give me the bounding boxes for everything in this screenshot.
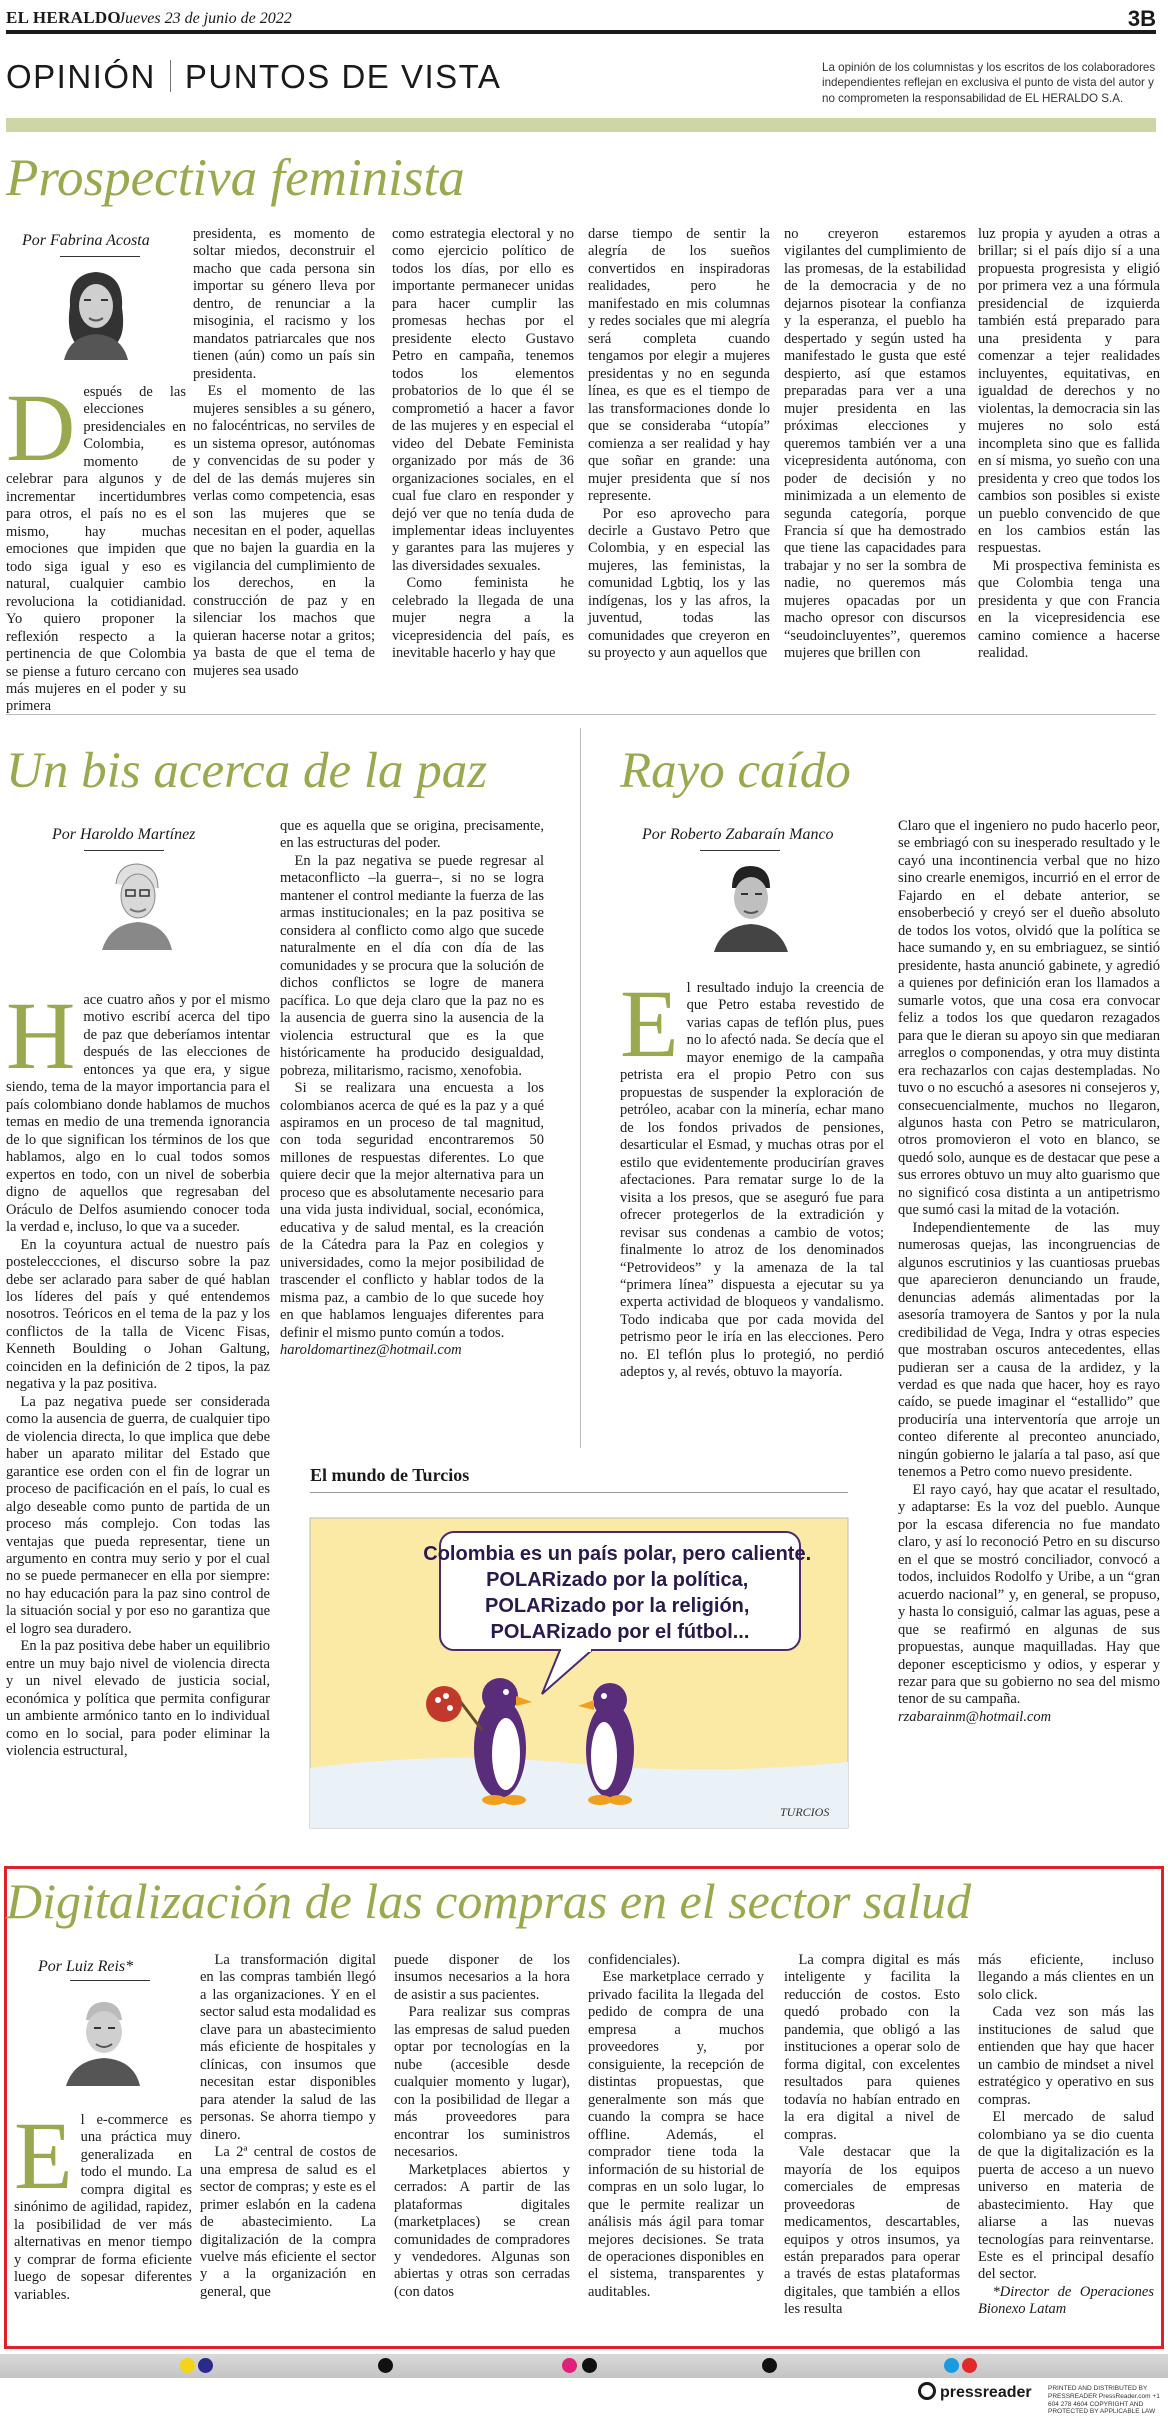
column-rayo-2: Claro que el ingeniero no pudo hacerlo peor, se embriagó con su inesperado resultado y le cayó una incontinencia verbal que no hizo sino crearle enemigos, incurrió en el error de Fajardo en el debate anterior, se ensoberbeció y creyó ser el dueño absoluto de todos los votos, olvidó que la política se hace sumando y, en su embriaguez, se sintió presidente, hasta anunció gabinete, y agredió a quienes por definición eran los llamados a sumarle votos, que una cosa era convocar feliz a todos los que quedaron rezagados para que le dieran su apoyo sin que mediaran arreglos o componendas, y otra muy distinta era rechazarlos con cajas destempladas. No tuvo o no escuchó a asesores ni consejeros y, consecuencialmente, muchos no llegaron, algunos hasta con Petro se matricularon, otros promovieron el voto en blanco, se quedó solo, aunque es de destacar que pese a sus errores obtuvo un muy alto guarismo que no significó cosa distinta a un antipetrismo que sumó casi la mitad de la votación. Independientemente de las muy numerosas quejas, las incongruencias de algunos escrutinios y las cuantiosas pruebas que aparecieron denunciando un fraude, denuncias además alimentadas por la asesoría tramoyera de Santos y por la nula credibilidad de Vega, Indra y otras especies que mostraban oscuros antecedentes, ellas pudieran ser a causa de la ardidez, y la verdad es que nada que hacer, hoy es rayo caído, se puede imaginar el “estallido” que produciría una interventoría que arroje un conteo diferente al preconteo anunciado, ningún gobierno le jalaría a tal paso, así que tenemos a Petro como nuevo presidente. El rayo cayó, hay que acatar el resultado, y adaptarse: Es la voz del pueblo. Aunque por la escasa diferencia no fue mandato claro, y así lo reconoció Petro en su discurso en el que se mostró conciliador, convocó a todos, incluidos Rodolfo y Uribe, a un “gran acuerdo nacional” y, en general, se propuso, y hasta lo consiguió, calmar las aguas, pese a que se reafirmó en algunas de sus propuestas, aunque maquilladas. Hay que deponer escepticismo y odios, y esperar y rezar para que su gobierno no sea del mismo tenor de su campaña. rzabarainm@hotmail.com: [898, 818, 1160, 1725]
column-feminista-2: presidenta, es momento de soltar miedos, deconstruir el macho que cada persona sin importar su género lleva por dentro, de renunciar a la misoginia, el racismo y los mandatos patriarcales que nos tienen (aún) como un país sin presidenta. Es el momento de las mujeres sensibles a su género, no falocéntricas, no serviles de un sistema opresor, autónomas y convencidas de su poder y del de las demás mujeres sin verlas como competencia, esas son las mujeres que se necesitan en el poder, aquellas que no bajen la guardia en la vigilancia del cumplimiento de los derechos, en la construcción de paz y en silenciar los machos que quieran hacerse notar a gritos; ya basta de que el tema de mujeres sea usado: [193, 226, 375, 679]
drop-cap: E: [14, 2102, 73, 2209]
column-salud-3: puede disponer de los insumos necesarios a la hora de asistir a sus pacientes. Para realizar sus compras las empresas de salud pueden optar por tecnologías en la nube (accesible desde cualquier momento y lugar), con la posibilidad de llegar a más proveedores para encontrar los suministros necesarios. Marketplaces abiertos y cerrados: A partir de las plataformas digitales (marketplaces) se crean comunidades de compradores y vendedores. Algunas son abiertas y otras son cerradas (con datos: [394, 1952, 570, 2300]
cartoon-rule: [310, 1492, 848, 1493]
byline-rule: [70, 1980, 150, 1981]
column-feminista-4: darse tiempo de sentir la alegría de los sueños convertidos en inspiradoras realidades, pero he manifestado en mis columnas y redes sociales que mi alegría será completa cuando tengamos por elegir a mujeres presidentas y no en segunda línea, es que es el tiempo de las transformaciones donde lo que se consideraba “utopía” comienza a ser realidad y hay que soñar en grande: una mujer presidenta que sí nos represente. Por eso aprovecho para decirle a Gustavo Petro que Colombia, y en especial las mujeres, las feministas, la comunidad Lgbtiq, los y las indígenas, los y las afros, la juventud, todas las comunidades que creyeron en su proyecto y aun aquellos que: [588, 226, 770, 662]
page-number: 3B: [1127, 6, 1156, 31]
author-photo-martinez: [96, 854, 176, 950]
disclaimer: La opinión de los columnistas y los escritos de los colaboradores independientes reflejan en exclusiva el punto de vista del autor y no comprometen la responsabilidad de EL HERALDO S.A.: [822, 61, 1156, 105]
column-rayo-1: E l resultado indujo la creencia de que Petro estaba revestido de varias capas de teflón plus, pues no lo afectó nada. Se decía que el mayor enemigo de la campaña petrista era el propio Petro con sus propuestas de suspender la exploración de petróleo, acabar con la minería, echar mano de los fondos privados de pensiones, desarticular el Esmad, y muchas otras por el estilo que evidentemente producirían graves afectaciones. Para rematar surge lo de la visita a los presos, que se aseguró fue para ofrecer protegerlos de la extradición y revisar sus condenas a cambio de votos; finalmente lo atroz de los denominados “Petrovideos” y la amenaza de la tal “primera línea” dispuesta a ejecutar su ya experta actividad de bloqueos y vandalismo. Todo indicaba que por cada movida del petrismo peor le iría en las elecciones. Pero no. El teflón plus lo protegió, no perdió adeptos y, al revés, obtuvo la mayoría.: [620, 970, 884, 1381]
newspaper-name: EL HERALDO: [6, 8, 121, 27]
article-title-feminista: Prospectiva feminista: [6, 149, 465, 207]
column-salud-2: La transformación digital en las compras también llegó a las organizaciones. Y en el sector salud esta modalidad es clave para un abastecimiento más eficiente de hospitales y clínicas, con insumos que necesitan estar disponibles para atender la salud de las personas. Se ahorra tiempo y dinero. La 2ª central de costos de una empresa de salud es el sector de compras; y este es el primer eslabón en la cadena de abastecimiento. La digitalización de la compra vuelve más eficiente el sector y a la organización en general, que: [200, 1952, 376, 2300]
section-divider: [170, 60, 171, 92]
drop-cap: E: [620, 970, 679, 1077]
column-feminista-3: como estrategia electoral y no como ejercicio político de todos los días, por ello es importante permanecer unidas para hacer cumplir las promesas hechas por el presidente electo Gustavo Petro en campaña, tenemos todos los elementos probatorios de lo que él se comprometió a hacer a favor de las mujeres y en especial el video del Debate Feminista organizado por más de 36 organizaciones sociales, en el cual fue claro en responder y dejó ver que no tenía duda de implementar ideas incluyentes y garantes para las mujeres y las diversidades sexuales. Como feminista he celebrado la llegada de una mujer negra a la vicepresidencia del país, es inevitable hacerlo y hay que: [392, 226, 574, 662]
section-header: [6, 58, 501, 96]
author-email-paz[interactable]: haroldomartinez@hotmail.com: [280, 1342, 462, 1359]
author-photo-acosta: [56, 264, 136, 360]
cartoon-title: El mundo de Turcios: [310, 1465, 470, 1485]
registration-dot: [378, 2358, 393, 2373]
speech-bubble: Colombia es un país polar, pero caliente. POLARizado por la política, POLARizado por la religión, POLARizado por el fútbol...: [423, 1543, 812, 1643]
cartoonist-signature: TURCIOS: [780, 1805, 830, 1819]
registration-dot: [762, 2358, 777, 2373]
byline-feminista: Por Fabrina Acosta: [22, 232, 150, 249]
byline-paz: Por Haroldo Martínez: [52, 826, 196, 843]
column-divider: [580, 728, 581, 1448]
section-bar: [6, 118, 1156, 132]
registration-dot: [582, 2358, 597, 2373]
registration-dot: [962, 2358, 977, 2373]
author-photo-reis: [62, 1990, 142, 2086]
registration-dot: [180, 2358, 195, 2373]
byline-rule: [700, 850, 780, 851]
column-feminista-1: D espués de las elecciones presidenciales en Colombia, es momento de celebrar para algunos y de incrementar incertidumbres para otros, el país no es el mismo, hay muchas emociones que impiden que todo siga igual y eso es natural, cualquier cambio revoluciona la cotidianidad. Yo quiero proponer la reflexión respecto a la pertinencia de que Colombia se piense a futuro cercano con más mujeres en el poder y su primera: [6, 374, 186, 715]
registration-dot: [944, 2358, 959, 2373]
column-salud-4: confidenciales). Ese marketplace cerrado y privado facilita la llegada del pedido de compra de una empresa a muchos proveedores y, por consiguiente, la recepción de distintas propuestas, que generalmente son más que cuando la compra se hace offline. Además, el comprador tiene toda la información de su historial de compras en un solo lugar, lo que le permite realizar un análisis más ágil para tomar mejores decisiones. Se trata de operaciones disponibles en el sistema, transparentes y auditables.: [588, 1952, 764, 2300]
article-title-rayo: Rayo caído: [620, 743, 851, 799]
column-feminista-5: no creyeron estaremos vigilantes del cumplimiento de las promesas, de la estabilidad de la democracia y de no dejarnos pisotear la confianza y la esperanza, el pueblo ha despertado y según usted ha manifestado le gusta que esté despierto, así que estamos preparadas para ver a una mujer presidenta en las próximas elecciones y queremos también ver a una vicepresidenta autónoma, con poder de decisión y no minimizada a un elemento de segunda categoría, porque Francia sí que ha demostrado que tiene las capacidades para trabajar y no ser la sombra de nadie, no queremos más mujeres opacadas por un macho opresor con discursos “seudoincluyentes”, queremos mujeres que brillen con: [784, 226, 966, 662]
edition-date: Jueves 23 de junio de 2022: [118, 10, 292, 27]
column-paz-2: que es aquella que se origina, precisamente, en las estructuras del poder. En la paz negativa se puede regresar al metaconflicto –la guerra–, si no se logra mantener el control mediante la fuerza de las armas institucionales; en la paz positiva se considera al conflicto como algo que sucede naturalmente en el día con día de las comunidades y se procura que la solución de dichos conflictos se logre de manera pacífica. Lo que deja claro que la paz no es la ausencia de guerra sino la ausencia de la violencia estructural que es la que históricamente ha producido desigualdad, pobreza, militarismo, racismo, xenofobia. Si se realizara una encuesta a los colombianos acerca de qué es la paz y a qué aspiramos en un proceso de tal magnitud, con toda seguridad encontraremos 50 millones de respuestas diferentes. Lo que quiere decir que la mejor alternativa para un proceso que es absolutamente necesario para una vida justa individual, social, económica, educativa y de salud mental, es la creación de la Cátedra para la Paz en colegios y universidades, como la mejor posibilidad de trascender el conflicto y hablar todos de la misma paz, a cambio de lo que sucede hoy en que hablamos lenguajes diferentes para definir el mismo punto común a todos. haroldomartinez@hotmail.com: [280, 818, 544, 1359]
pressreader-icon: [918, 2382, 936, 2400]
registration-dot: [198, 2358, 213, 2373]
registration-dot: [562, 2358, 577, 2373]
column-salud-6: más eficiente, incluso llegando a más clientes en un solo click. Cada vez son más las instituciones de salud que entienden que hay que hacer un cambio de mindset a nivel estratégico y operativo en sus compras. El mercado de salud colombiano ya se dio cuenta de que la digitalización es la puerta de acceso a un nuevo universo en materia de abastecimiento. Hay que aliarse a las nuevas tecnologías para reinventarse. Este es el principal desafío del sector. *Director de Operaciones Bionexo Latam: [978, 1952, 1154, 2318]
drop-cap: H: [6, 982, 76, 1089]
author-note-salud: *Director de Operaciones Bionexo Latam: [978, 2283, 1154, 2318]
cartoon-image: [310, 1518, 848, 1828]
section-rule: [6, 714, 1156, 715]
section-name: OPINIÓN: [6, 58, 156, 95]
byline-salud: Por Luiz Reis*: [38, 1958, 134, 1975]
column-feminista-6: luz propia y ayuden a otras a brillar; si el país dijo sí a una propuesta progresista y eligió por primera vez a una fórmula presidencial de izquierda también está preparado para una presidenta y para comenzar a tejer realidades incluyentes, equitativas, en igualdad de derechos y no violentas, la democracia sin las mujeres no solo está incompleta sino que es fallida en sí misma, yo sueño con una presidenta y creo que todos los cambios son posibles si existe un pueblo convencido de que en los cambios están las respuestas. Mi prospectiva feminista es que Colombia tenga una presidenta y que con Francia en la vicepresidencia ese camino comience a hacerse realidad.: [978, 226, 1160, 662]
column-paz-1: H ace cuatro años y por el mismo motivo escribí acerca del tipo de paz que deberíamos intentar después de las elecciones de entonces ya que era, y sigue siendo, tema de la mayor importancia para el país colombiano donde hablamos de muchos temas en medio de una tremenda ignorancia de lo que significan los términos de los que hablamos, algo en lo cual todos somos expertos en todo, con un nivel de soberbia digno de aquellos que regresaban del Oráculo de Delfos asumiendo conocer toda la verdad e, incluso, lo que va a suceder. En la coyuntura actual de nuestro país posteleccciones, el discurso sobre la paz debe ser aclarado para saber de qué hablan los líderes del país y qué entendemos nosotros. Teóricos en el tema de la paz y los conflictos de la talla de Vicenc Fisas, Kenneth Boulding o Johan Galtung, coinciden en la definición de 2 tipos, la paz negativa y la paz positiva. La paz negativa puede ser considerada como la ausencia de guerra, de cualquier tipo de violencia directa, lo que implica que debe haber un aparato militar del Estado que garantice ese orden con el fin de lograr un proceso de pacificación en el país, lo cual es algo deseable como punto de partida de un proceso más complejo. Con todas las ventajas que pueda representar, tiene un argumento en contra muy serio y por el cual no se puede permanecer en ella por siempre: no hay educación para la paz sino control de la situación social y por eso no garantiza que el logro sea duradero. En la paz positiva debe haber un equilibrio entre un muy bajo nivel de violencia directa y un nivel elevado de justicia social, económica y política que permita configurar un ambiente armónico tanto en lo individual como en lo social, para poder eliminar la violencia estructural,: [6, 982, 270, 1760]
section-subtitle: PUNTOS DE VISTA: [184, 58, 502, 95]
author-email-rayo[interactable]: rzabarainm@hotmail.com: [898, 1708, 1052, 1725]
byline-rule: [84, 850, 164, 851]
article-title-salud: Digitalización de las compras en el sector salud: [6, 1873, 972, 1929]
article-title-paz: Un bis acerca de la paz: [6, 743, 488, 799]
drop-cap: D: [6, 374, 76, 481]
author-photo-zabarain: [710, 856, 790, 952]
masthead: [6, 6, 1156, 34]
byline-rule: [60, 256, 140, 257]
footer-copyright: PRINTED AND DISTRIBUTED BY PRESSREADER PressReader.com +1 604 278 4604 COPYRIGHT AND PROTECTED BY APPLICABLE LAW: [1048, 2385, 1160, 2416]
column-salud-1: E l e-commerce es una práctica muy generalizada en todo el mundo. La compra digital es sinónimo de agilidad, rapidez, la posibilidad de ver más alternativas en menor tiempo y comprar de forma eficiente luego de sopesar diferentes variables.: [14, 2102, 192, 2303]
byline-rayo: Por Roberto Zabaraín Manco: [642, 826, 834, 843]
color-registration-bar: [0, 2354, 1168, 2378]
pressreader-logo[interactable]: pressreader: [918, 2382, 1032, 2402]
column-salud-5: La compra digital es más inteligente y facilita la reducción de costos. Esto quedó probado con la pandemia, que obligó a las instituciones a operar solo de forma digital, con excelentes resultados para quienes todavía no habían entrado en la era digital a nivel de compras. Vale destacar que la mayoría de los equipos comerciales de empresas proveedoras de medicamentos, descartables, equipos y otros insumos, ya están preparados para operar a través de estas plataformas digitales, que también a ellos les resulta: [784, 1952, 960, 2318]
